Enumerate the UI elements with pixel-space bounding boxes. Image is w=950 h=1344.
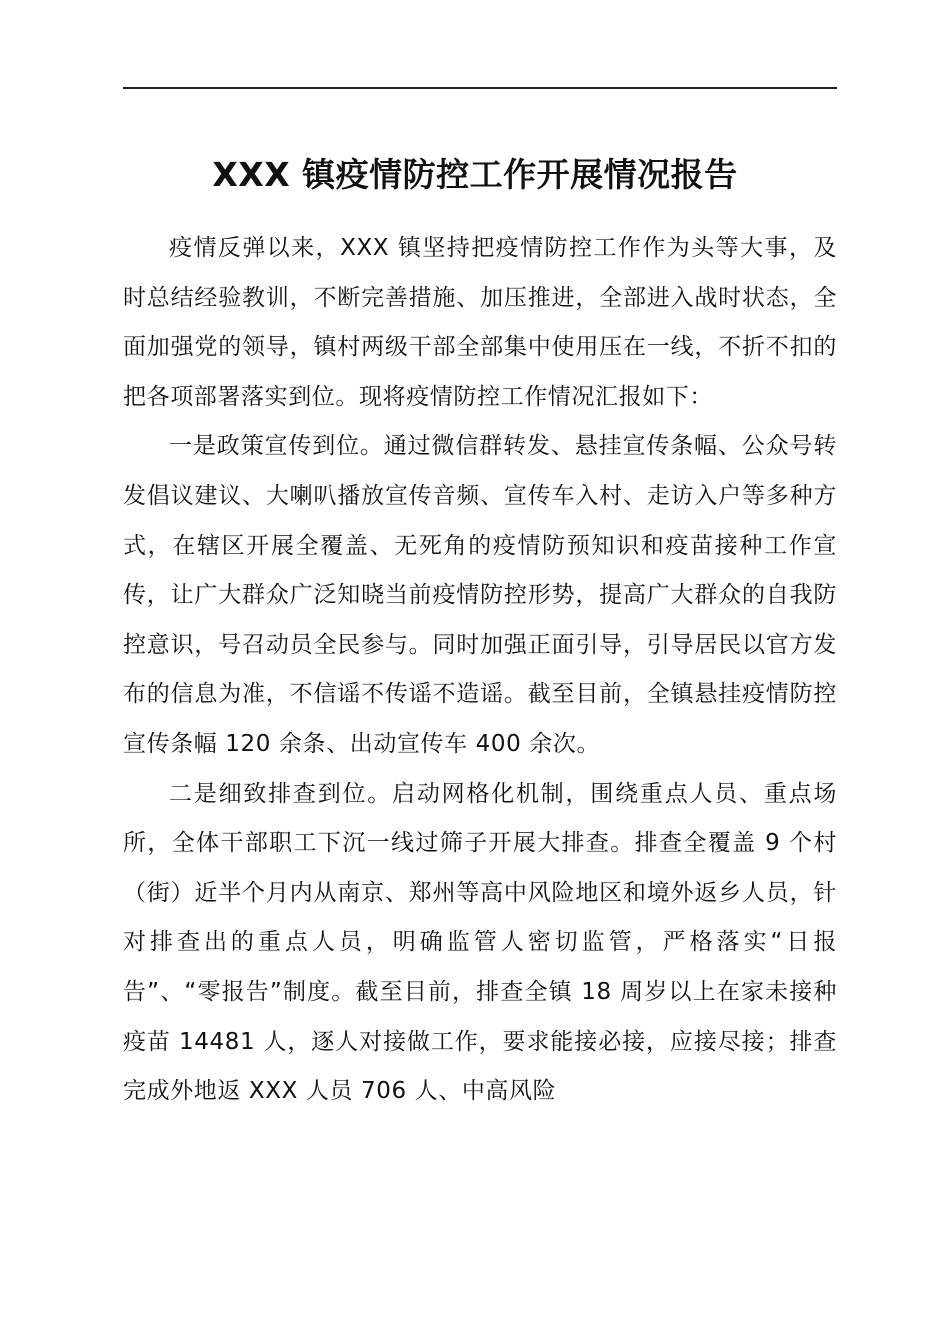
paragraph-intro: 疫情反弹以来，XXX 镇坚持把疫情防控工作作为头等大事，及时总结经验教训，不断完善措施、加压推进，全部进入战时状态，全面加强党的领导，镇村两级干部全部集中使用压在一线，不折不扣的把各项部署落实到位。现将疫情防控工作情况汇报如下： xyxy=(123,235,837,410)
paragraph-screening: 二是细致排查到位。启动网格化机制，围绕重点人员、重点场所，全体干部职工下沉一线过筛子开展大排查。排查全覆盖 9 个村（街）近半个月内从南京、郑州等高中风险地区和境外返乡人员，针对排查出的重点人员，明确监管人密切监管，严格落实“日报告”、“零报告”制度。截至目前，排查全镇 18 周岁以上在家未接种疫苗 14481 人，逐人对接做工作，要求能接必接，应接尽接；排查完成外地返 XXX 人员 706 人、中高风险 xyxy=(123,780,837,1105)
document-title: XXX 镇疫情防控工作开展情况报告 xyxy=(212,155,738,194)
document-body xyxy=(123,224,837,1117)
paragraph-policy-publicity: 一是政策宣传到位。通过微信群转发、悬挂宣传条幅、公众号转发倡议建议、大喇叭播放宣传音频、宣传车入村、走访入户等多种方式，在辖区开展全覆盖、无死角的疫情防预知识和疫苗接种工作宣传，让广大群众广泛知晓当前疫情防控形势，提高广大群众的自我防控意识，号召动员全民参与。同时加强正面引导，引导居民以官方发布的信息为准，不信谣不传谣不造谣。截至目前，全镇悬挂疫情防控宣传条幅 120 余条、出动宣传车 400 余次。 xyxy=(123,433,837,757)
header-rule xyxy=(123,87,837,89)
